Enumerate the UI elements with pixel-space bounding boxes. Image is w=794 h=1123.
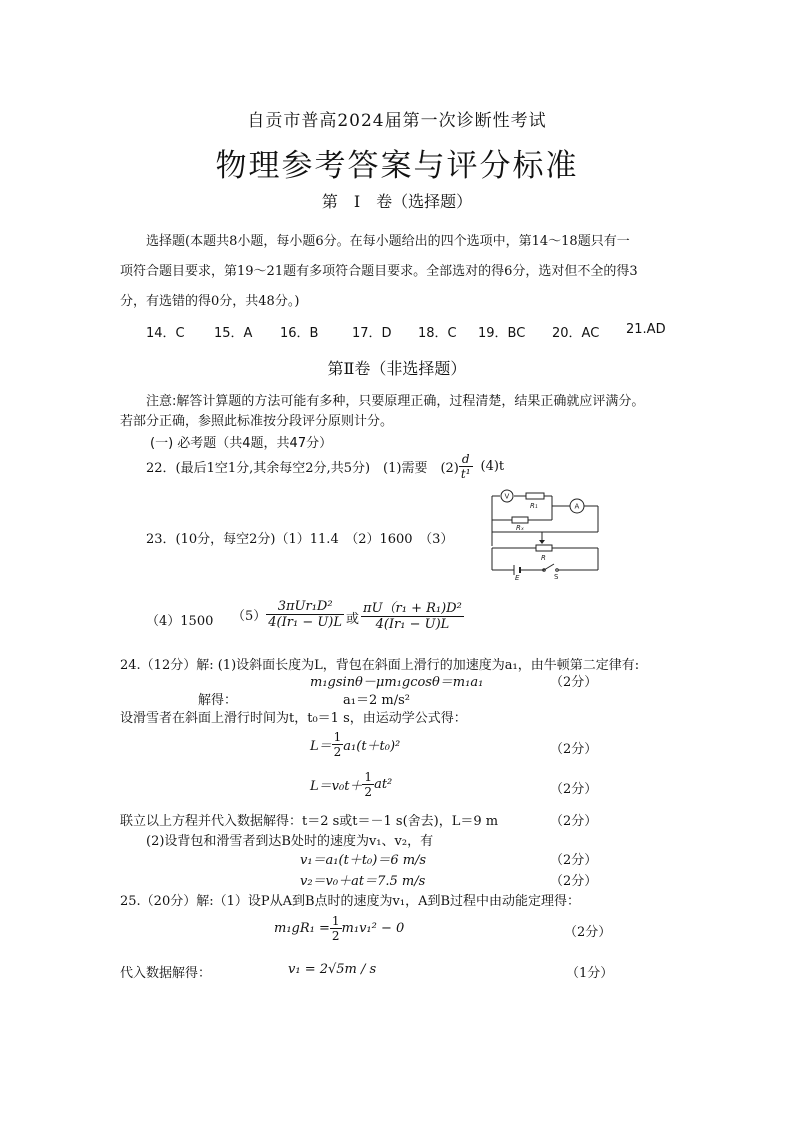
mc-intro-line-3: 分，有选错的得0分，共48分。) xyxy=(120,294,300,309)
q24-eq6-score: （2分） xyxy=(550,874,598,889)
section-required: (一) 必考题（共4题，共47分） xyxy=(150,436,333,451)
ammeter-label: A xyxy=(574,502,580,511)
q24-eq5-score: （2分） xyxy=(550,853,598,868)
q22-frac-den: t¹ xyxy=(460,467,471,481)
q24-line3: 联立以上方程并代入数据解得：t＝2 s或t＝－1 s(舍去)，L＝9 m xyxy=(120,814,499,829)
q24-solve-label: 解得： xyxy=(198,693,238,708)
mc-answer-21: 21.AD xyxy=(626,322,666,337)
q24-line2: 设滑雪者在斜面上滑行时间为t，t₀＝1 s，由运动学公式得： xyxy=(120,711,467,726)
q24-eq3-score: （2分） xyxy=(550,742,598,757)
q24-eq4: L＝v₀t＋ $\frac{1}{2}$ at² xyxy=(310,770,393,799)
q24-eq3-half: $\frac{1}{2}$ xyxy=(333,730,342,759)
resistor-rx-symbol xyxy=(512,517,528,523)
exam-title: 自贡市普高2024届第一次诊断性考试 xyxy=(247,111,547,131)
q24-eq6: v₂＝v₀＋at＝7.5 m/s xyxy=(300,874,426,889)
document-title: 物理参考答案与评分标准 xyxy=(215,148,579,184)
q24-eq2: a₁＝2 m/s² xyxy=(343,693,410,708)
rx-label: Rₓ xyxy=(516,524,524,532)
switch-label: S xyxy=(554,573,559,580)
q23-formula-1: $\frac{\text{3πUr₁D²}}{\text{4(Ir₁ − U)L}}$ xyxy=(268,599,343,630)
q24-eq4-half: $\frac{1}{2}$ xyxy=(364,770,373,799)
q23-part5-label: （5） xyxy=(232,609,267,624)
q22-fraction xyxy=(459,452,473,481)
notice-line-1: 注意:解答计算题的方法可能有多种，只要原理正确，过程清楚，结果正确就应评满分。 xyxy=(146,394,645,409)
q22-frac-num: d xyxy=(461,452,470,466)
q25-solve-label: 代入数据解得： xyxy=(120,966,212,981)
resistor-r1-symbol xyxy=(526,493,544,499)
mc-answer-19: 19．BC xyxy=(478,326,526,341)
q23-or: 或 xyxy=(346,612,360,627)
rheostat-slider-arrow xyxy=(539,540,545,544)
q24-intro: 24.（12分）解: (1)设斜面长度为L，背包在斜面上滑行的加速度为a₁，由牛顿第二定律有: xyxy=(120,658,640,673)
mc-intro-line-1: 选择题(本题共8小题，每小题6分。在每小题给出的四个选项中，第14～18题只有一 xyxy=(146,234,630,249)
q24-line4: (2)设背包和滑雪者到达B处时的速度为v₁、v₂，有 xyxy=(146,834,434,849)
mc-intro-line-2: 项符合题目要求，第19～21题有多项符合题目要求。全部选对的得6分，选对但不全的得3 xyxy=(120,264,638,279)
voltmeter-label: V xyxy=(504,492,510,501)
q22-line xyxy=(146,452,504,481)
part2-title: 第Ⅱ卷（非选择题） xyxy=(327,359,467,378)
mc-answer-17: 17．D xyxy=(352,326,392,341)
switch-contact-2 xyxy=(556,569,559,572)
q25-eq2-score: （1分） xyxy=(566,966,614,981)
mc-answer-14: 14．C xyxy=(146,326,185,341)
q25-eq1-score: （2分） xyxy=(564,925,612,940)
mc-answer-20: 20．AC xyxy=(552,326,600,341)
q25-intro: 25.（20分）解:（1）设P从A到B点时的速度为v₁，A到B过程中由动能定理得： xyxy=(120,894,581,909)
q23-formula-2: $\frac{\text{πU（r₁ + R₁)D²}}{\text{4(Ir₁ − U)L}}$ xyxy=(361,597,464,632)
q23-part5-line xyxy=(232,597,464,632)
battery-label: E xyxy=(515,574,520,580)
rheostat-label: R xyxy=(541,554,546,562)
q23-part4: （4）1500 xyxy=(146,614,214,629)
q24-eq4-score: （2分） xyxy=(550,782,598,797)
notice-line-2: 若部分正确，参照此标准按分段评分原则计分。 xyxy=(120,414,394,429)
q24-eq3: L＝ $\frac{1}{2}$ a₁(t＋t₀)² xyxy=(310,730,401,759)
q23-text: 23．(10分，每空2分)（1）11.4 （2）1600 （3） xyxy=(146,532,454,547)
q22-tail: (4)t xyxy=(480,459,505,474)
q24-eq1: m₁gsinθ－μm₁gcosθ＝m₁a₁ xyxy=(310,675,484,690)
q25-eq1-half: $\frac{1}{2}$ xyxy=(331,914,340,943)
q24-eq5: v₁＝a₁(t＋t₀)＝6 m/s xyxy=(300,853,427,868)
r1-label: R₁ xyxy=(530,502,538,510)
q24-line3-score: （2分） xyxy=(550,814,598,829)
mc-answer-16: 16．B xyxy=(280,326,319,341)
q25-eq2: v₁ = 2√5m / s xyxy=(288,962,377,977)
q25-eq1: m₁gR₁ = $\frac{1}{2}$ m₁v₁² − 0 xyxy=(274,914,405,943)
q24-eq1-score: （2分） xyxy=(550,675,598,690)
mc-answer-15: 15．A xyxy=(214,326,253,341)
circuit-diagram xyxy=(486,486,602,580)
rheostat-symbol xyxy=(536,545,552,551)
mc-answer-18: 18．C xyxy=(418,326,457,341)
part1-title: 第 Ⅰ 卷（选择题） xyxy=(321,192,473,211)
q22-text: 22．(最后1空1分,其余每空2分,共5分) (1)需要 (2) xyxy=(146,461,459,476)
